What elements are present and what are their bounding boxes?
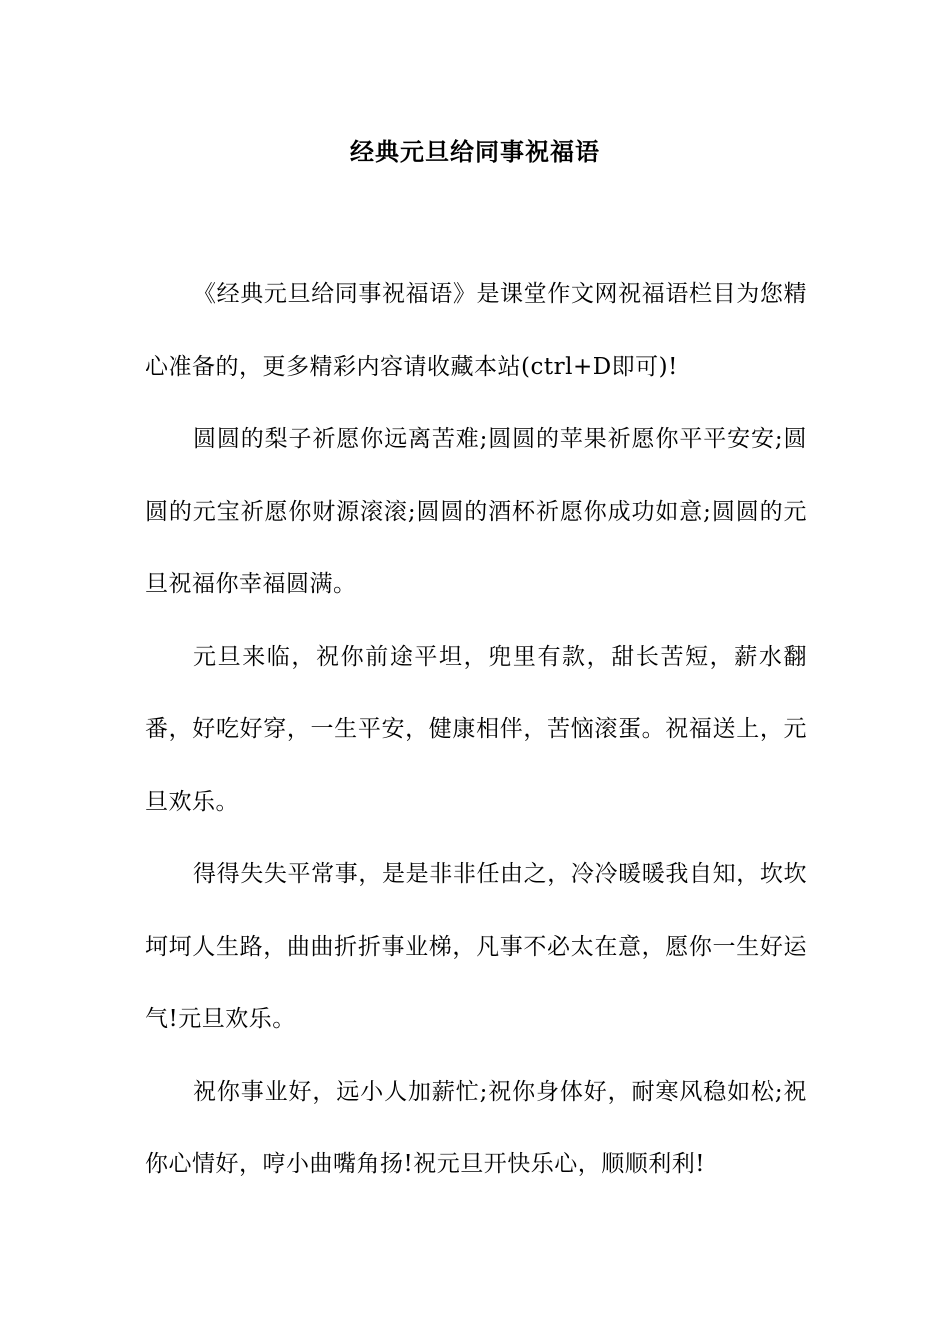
document-body	[145, 258, 807, 1201]
document-title: 经典元旦给同事祝福语	[350, 138, 600, 166]
paragraph-blessing-1: 圆圆的梨子祈愿你远离苦难;圆圆的苹果祈愿你平平安安;圆圆的元宝祈愿你财源滚滚;圆圆的酒杯祈愿你成功如意;圆圆的元旦祝福你幸福圆满。	[145, 426, 807, 597]
paragraph-blessing-4: 祝你事业好，远小人加薪忙;祝你身体好，耐寒风稳如松;祝你心情好，哼小曲嘴角扬!祝元旦开快乐心，顺顺利利!	[145, 1078, 807, 1177]
paragraph-intro: 《经典元旦给同事祝福语》是课堂作文网祝福语栏目为您精心准备的，更多精彩内容请收藏本站(ctrl+D即可)!	[145, 281, 807, 380]
paragraph-blessing-2: 元旦来临，祝你前途平坦，兜里有款，甜长苦短，薪水翻番，好吃好穿，一生平安，健康相伴，苦恼滚蛋。祝福送上，元旦欢乐。	[145, 643, 807, 815]
paragraph-blessing-3: 得得失失平常事，是是非非任由之，冷冷暖暖我自知，坎坎坷坷人生路，曲曲折折事业梯，凡事不必太在意，愿你一生好运气!元旦欢乐。	[145, 861, 807, 1032]
